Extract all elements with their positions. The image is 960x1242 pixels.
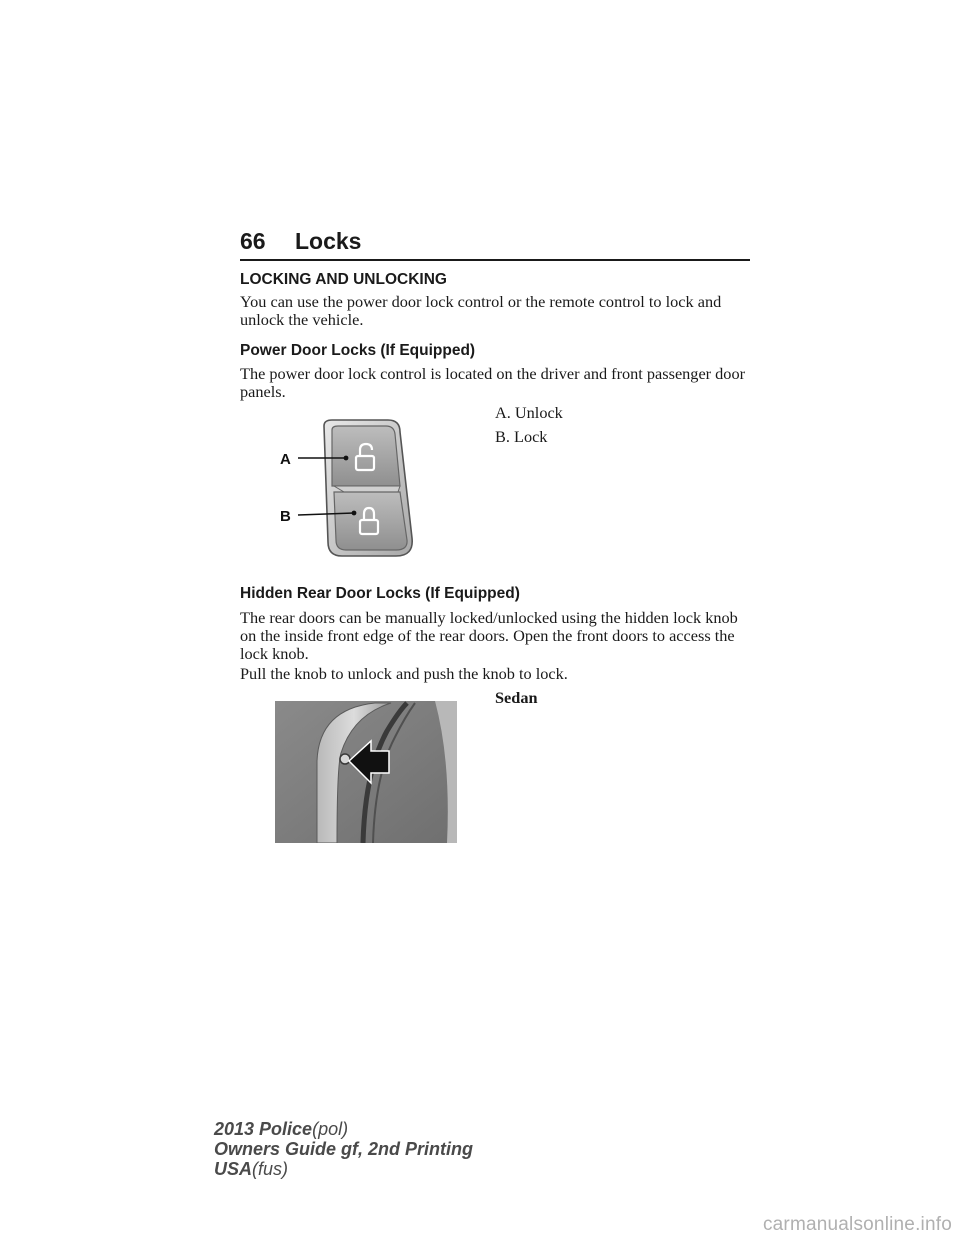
section-intro: You can use the power door lock control or the remote control to lock and unlock the vehicle. [240, 292, 722, 329]
hidden-locks-text: The rear doors can be manually locked/unlocked using the hidden lock knob on the inside front edge of the rear doors. Open the front doors to access the lock knob. [240, 608, 738, 663]
sedan-lock-knob-photo [275, 701, 457, 843]
section-heading: LOCKING AND UNLOCKING [240, 271, 447, 288]
page-number: 66 [240, 228, 266, 254]
sedan-label: Sedan [495, 688, 538, 707]
caption-unlock: A. Unlock [495, 403, 563, 422]
callout-a: A [280, 451, 291, 468]
page-title: Locks [295, 228, 362, 254]
caption-lock: B. Lock [495, 427, 548, 446]
hidden-locks-instruction: Pull the knob to unlock and push the knob to lock. [240, 664, 568, 683]
watermark: carmanualsonline.info [762, 1214, 952, 1235]
footer-region: USA(fus) [214, 1159, 289, 1179]
footer-model: 2013 Police(pol) [214, 1119, 349, 1139]
power-locks-text: The power door lock control is located on the driver and front passenger door panels. [240, 364, 746, 401]
footer-guide: Owners Guide gf, 2nd Printing [214, 1139, 474, 1159]
door-lock-switch-illustration [276, 418, 421, 563]
hidden-locks-heading: Hidden Rear Door Locks (If Equipped) [240, 585, 520, 602]
power-locks-heading: Power Door Locks (If Equipped) [240, 342, 476, 359]
header-rule [240, 259, 750, 261]
callout-b: B [280, 508, 291, 525]
